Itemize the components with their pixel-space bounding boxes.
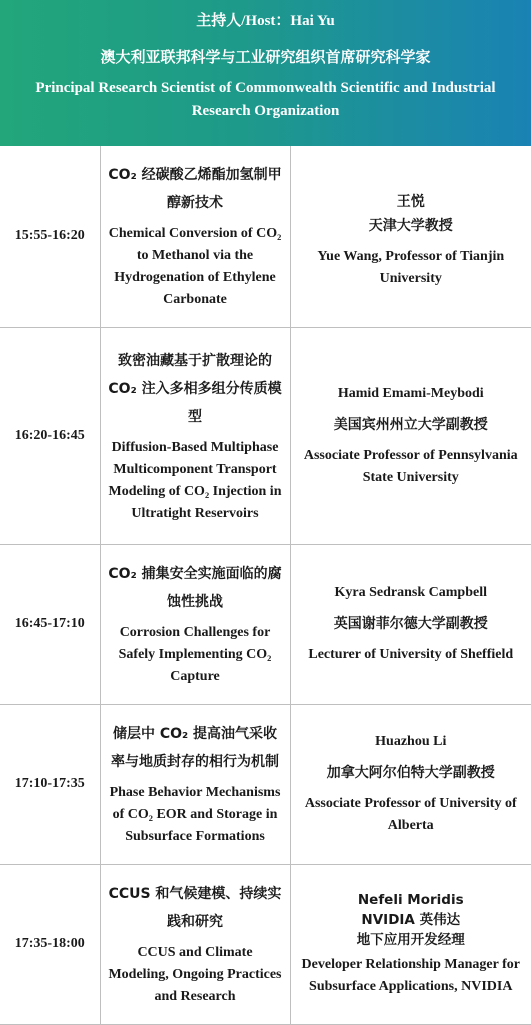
speaker-name-chinese: 王悦 天津大学教授 [368, 194, 453, 235]
speaker-cell [290, 864, 531, 1024]
session-time: 15:55-16:20 [14, 228, 85, 244]
time-cell [0, 146, 100, 327]
talk-cell [100, 704, 290, 864]
time-cell [0, 544, 100, 704]
speaker-affiliation: Associate Professor of University of Alberta [304, 796, 517, 833]
agenda-row [0, 146, 531, 327]
talk-title-english: CCUS and Climate Modeling, Ongoing Practices and Research [108, 945, 282, 1004]
talk-cell [100, 327, 290, 544]
host-org-chinese: 澳大利亚联邦科学与工业研究组织首席研究科学家 [100, 48, 431, 66]
agenda-header [0, 0, 531, 146]
talk-cell [100, 544, 290, 704]
time-cell [0, 864, 100, 1024]
talk-cell [100, 146, 290, 327]
speaker-cell [290, 146, 531, 327]
speaker-name: Hamid Emami-Meybodi [337, 385, 484, 401]
speaker-affiliation: Yue Wang, Professor of Tianjin University [317, 249, 505, 287]
host-line: 主持人/Host：Hai Yu [196, 13, 335, 29]
agenda-row [0, 864, 531, 1024]
talk-title-chinese: CO₂ 捕集安全实施面临的腐蚀性挑战 [108, 566, 282, 610]
session-time: 16:20-16:45 [14, 427, 85, 443]
time-cell [0, 327, 100, 544]
speaker-cell [290, 327, 531, 544]
talk-title-chinese: 致密油藏基于扩散理论的 CO₂ 注入多相多组分传质模型 [108, 352, 282, 425]
agenda-row [0, 544, 531, 704]
talk-title-english: Phase Behavior Mechanisms of CO₂ EOR and Storage in Subsurface Formations [109, 785, 281, 844]
session-time: 17:10-17:35 [14, 776, 85, 791]
talk-title-english: Corrosion Challenges for Safely Implementing CO₂ Capture [118, 625, 272, 684]
talk-title-chinese: CCUS 和气候建模、持续实践和研究 [108, 886, 282, 930]
talk-title-chinese: CO₂ 经碳酸乙烯酯加氢制甲醇新技术 [108, 167, 282, 212]
speaker-affiliation: Lecturer of University of Sheffield [308, 647, 514, 662]
speaker-title-chinese: 英国谢菲尔德大学副教授 [333, 616, 488, 632]
agenda-row [0, 327, 531, 544]
speaker-title-chinese: 加拿大阿尔伯特大学副教授 [326, 765, 495, 781]
host-org-english: Principal Research Scientist of Commonwealth Scientific and Industrial Research Organization [35, 80, 496, 119]
session-time: 16:45-17:10 [14, 616, 85, 631]
speaker-cell [290, 704, 531, 864]
speaker-affiliation: Developer Relationship Manager for Subsurface Applications, NVIDIA [301, 957, 520, 994]
session-time: 17:35-18:00 [14, 936, 85, 951]
talk-title-chinese: 储层中 CO₂ 提高油气采收率与地质封存的相行为机制 [111, 726, 279, 770]
agenda-table [0, 146, 531, 1025]
speaker-cell [290, 544, 531, 704]
speaker-name: Kyra Sedransk Campbell [334, 585, 487, 600]
agenda-row [0, 704, 531, 864]
talk-title-english: Diffusion-Based Multiphase Multicomponent Transport Modeling of CO₂ Injection in Ultratight Reservoirs [108, 439, 282, 521]
speaker-affiliation: Associate Professor of Pennsylvania State University [303, 447, 518, 485]
talk-cell [100, 864, 290, 1024]
speaker-name: Nefeli Moridis NVIDIA 英伟达 地下应用开发经理 [356, 892, 465, 948]
speaker-title-chinese: 美国宾州州立大学副教授 [333, 416, 488, 433]
speaker-name: Huazhou Li [375, 734, 447, 749]
talk-title-english: Chemical Conversion of CO₂ to Methanol via the Hydrogenation of Ethylene Carbonate [108, 226, 282, 308]
time-cell [0, 704, 100, 864]
